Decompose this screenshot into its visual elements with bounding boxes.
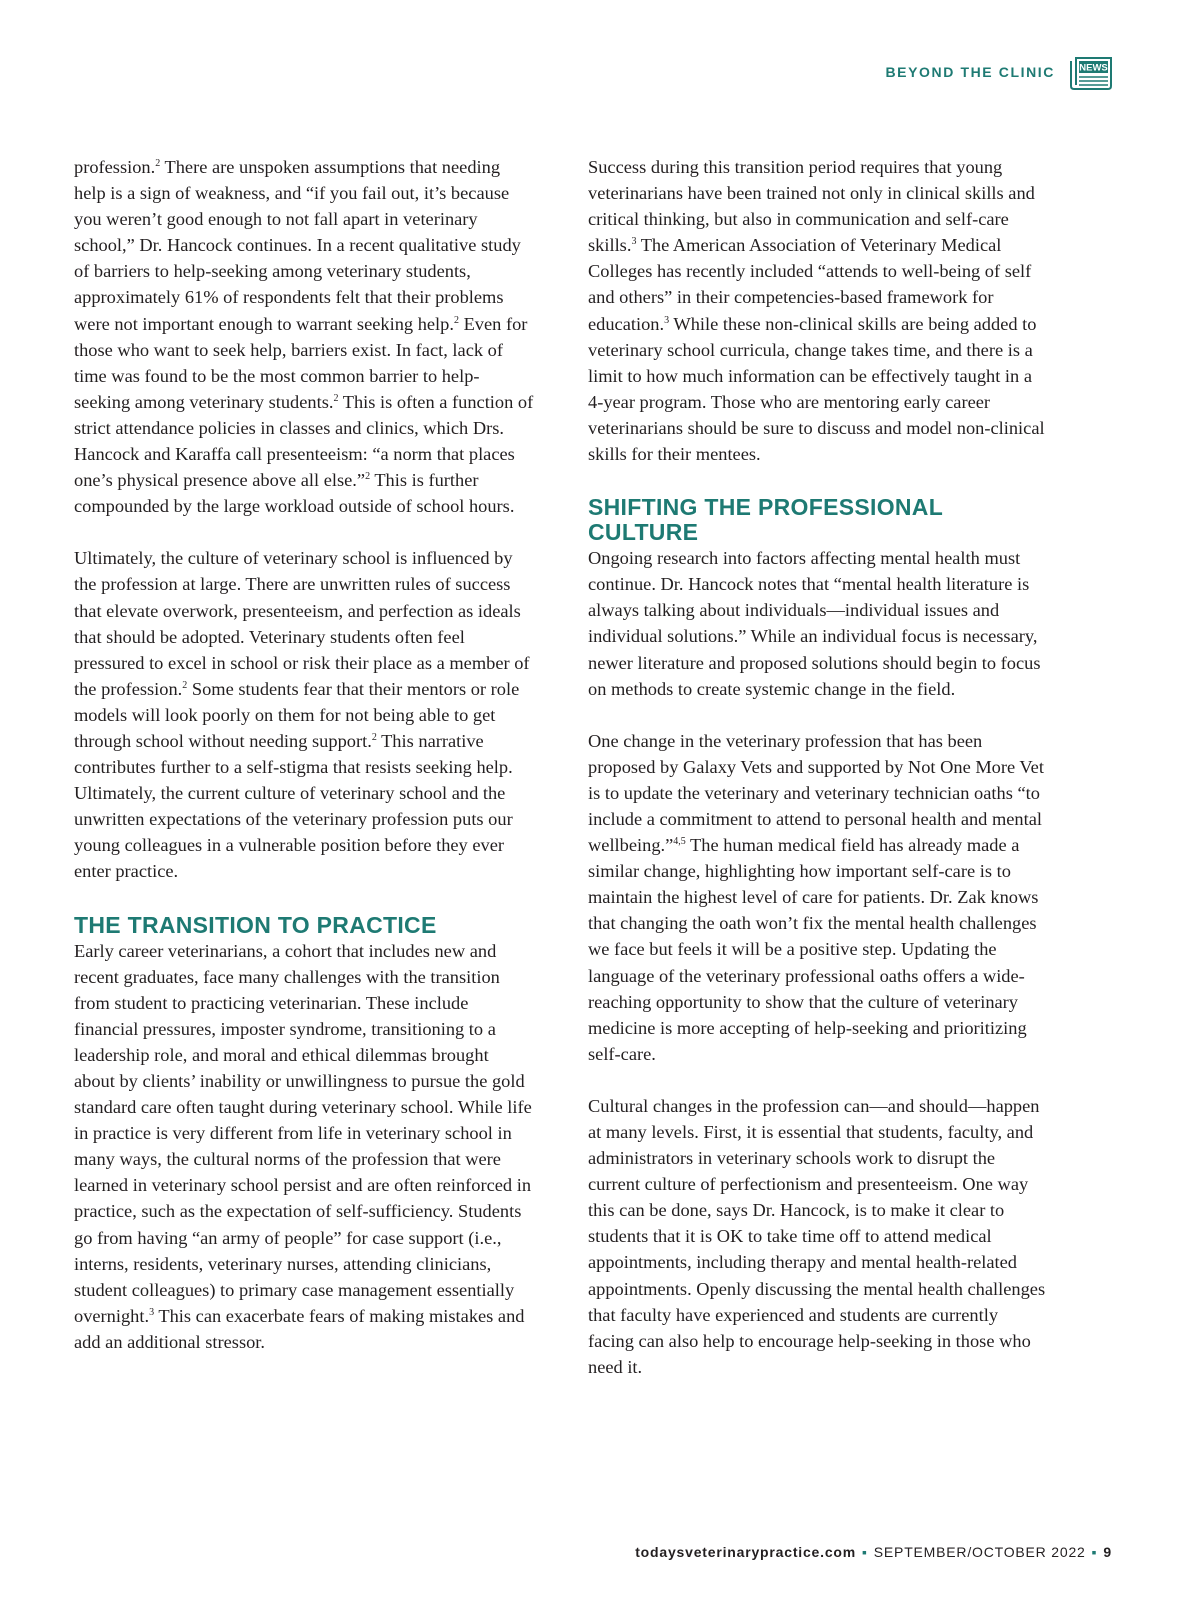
right-column (588, 154, 1048, 1406)
newspaper-icon (1067, 52, 1115, 92)
paragraph: One change in the veterinary profession that has been proposed by Galaxy Vets and supported by Not One More Vet is to update the veterinary and veterinary technician oaths “to include a commitment to attend to personal health and mental wellbeing.”$^{4,5}$ The human medical field has already made a similar change, highlighting how important self-care is to maintain the highest level of care for patients. Dr. Zak knows that changing the oath won’t fix the mental health challenges we face but feels it will be a positive step. Updating the language of the veterinary professional oaths offers a wide-reaching opportunity to show that the culture of veterinary medicine is more accepting of help-seeking and prioritizing self-care. (588, 730, 1044, 1064)
footer-separator: ▪ (862, 1544, 868, 1560)
left-column (74, 154, 534, 1381)
footer-issue: SEPTEMBER/OCTOBER 2022 (873, 1544, 1086, 1560)
paragraph: profession.$^2$ There are unspoken assumptions that needing help is a sign of weakness, and “if you fail out, it’s because you weren’t good enough to not fall apart in veterinary school,” Dr. Hancock continues. In a recent qualitative study of barriers to help-seeking among veterinary students, approximately 61% of respondents felt that their problems were not important enough to warrant seeking help.$^2$ Even for those who want to seek help, barriers exist. In fact, lack of time was found to be the most common barrier to help-seeking among veterinary students.$^2$ This is often a function of strict attendance policies in classes and clinics, which Drs. Hancock and Karaffa call presenteeism: “a norm that places one’s physical presence above all else.”$^2$ This is further compounded by the large workload outside of school hours. (74, 157, 534, 517)
news-badge-text: NEWS (1079, 62, 1108, 74)
footer-website: todaysveterinarypractice.com (635, 1544, 857, 1560)
paragraph: Ongoing research into factors affecting mental health must continue. Dr. Hancock notes that “mental health literature is always talking about individuals—individual issues and individual solutions.” While an individual focus is necessary, newer literature and proposed solutions should begin to focus on methods to create systemic change in the field. (588, 548, 1041, 699)
page-header (885, 52, 1115, 92)
paragraph: Success during this transition period requires that young veterinarians have been trained not only in clinical skills and critical thinking, but also in communication and self-care skills.$^3$ The American Association of Veterinary Medical Colleges has recently included “attends to well-being of self and others” in their competencies-based framework for education.$^3$ While these non-clinical skills are being added to veterinary school curricula, change takes time, and there is a limit to how much information can be effectively taught in a 4-year program. Those who are mentoring early career veterinarians should be sure to discuss and model non-clinical skills for their mentees. (588, 157, 1045, 465)
section-label: BEYOND THE CLINIC (885, 64, 1055, 80)
footer-separator: ▪ (1091, 1544, 1098, 1560)
page-footer (635, 1544, 1112, 1560)
paragraph: Cultural changes in the profession can—and should—happen at many levels. First, it is essential that students, faculty, and administrators in veterinary schools work to disrupt the current culture of perfectionism and presenteeism. One way this can be done, says Dr. Hancock, is to make it clear to students that it is OK to take time off to attend medical appointments, including therapy and mental health-related appointments. Openly discussing the mental health challenges that faculty have experienced and students are currently facing can also help to encourage help-seeking in those who need it. (588, 1095, 1046, 1377)
section-heading: THE TRANSITION TO PRACTICE (74, 911, 437, 938)
page-number: 9 (1103, 1544, 1112, 1560)
paragraph: Ultimately, the culture of veterinary school is influenced by the profession at large. There are unwritten rules of success that elevate overwork, presenteeism, and perfection as ideals that should be adopted. Veterinary students often feel pressured to excel in school or risk their place as a member of the profession.$^2$ Some students fear that their mentors or role models will look poorly on them for not being able to get through school without needing support.$^2$ This narrative contributes further to a self-stigma that resists seeking help. Ultimately, the current culture of veterinary school and the unwritten expectations of the veterinary profession puts our young colleagues in a vulnerable position before they ever enter practice. (74, 548, 530, 882)
section-heading: SHIFTING THE PROFESSIONAL CULTURE (588, 494, 943, 546)
paragraph: Early career veterinarians, a cohort that includes new and recent graduates, face many challenges with the transition from student to practicing veterinarian. These include financial pressures, imposter syndrome, transitioning to a leadership role, and moral and ethical dilemmas brought about by clients’ inability or unwillingness to pursue the gold standard care often taught during veterinary school. While life in practice is very different from life in veterinary school in many ways, the cultural norms of the profession that were learned in veterinary school persist and are often reinforced in practice, such as the expectation of self-sufficiency. Students go from having “an army of people” for case support (i.e., interns, residents, veterinary nurses, attending clinicians, student colleagues) to primary case management essentially overnight.$^3$ This can exacerbate fears of making mistakes and add an additional stressor. (74, 940, 532, 1352)
